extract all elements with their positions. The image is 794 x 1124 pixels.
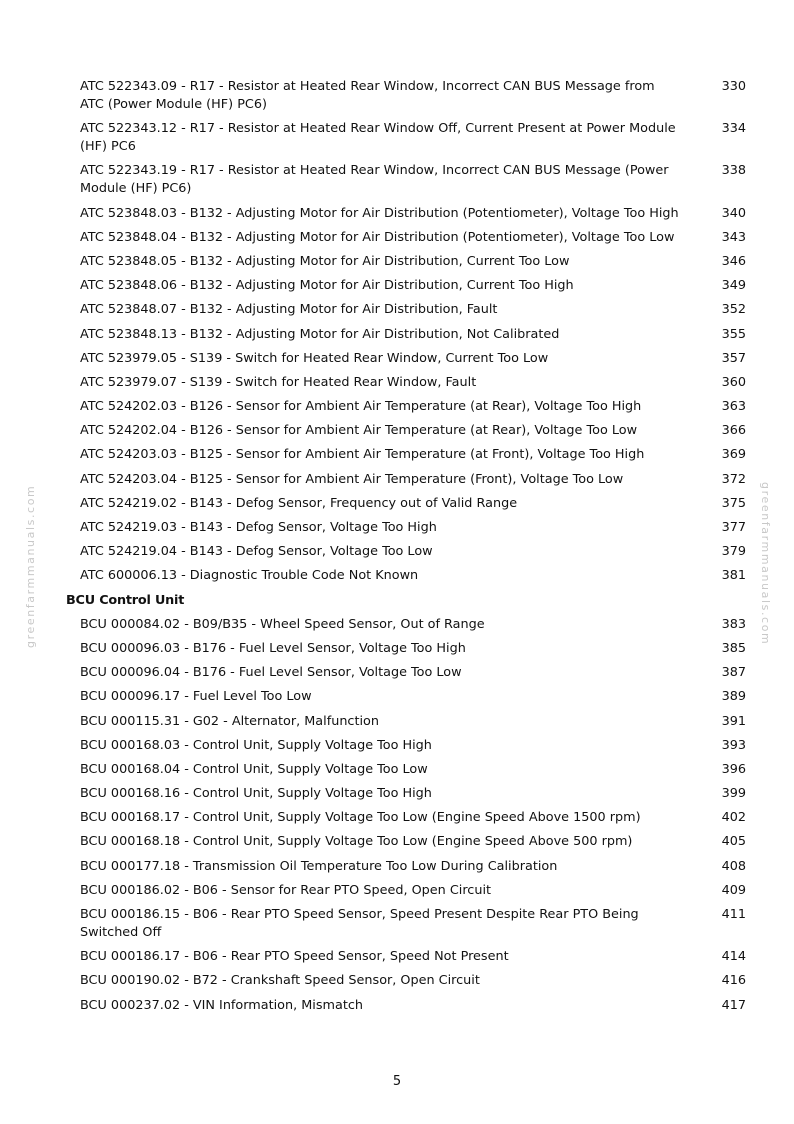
- toc-entry-title: ATC 524203.03 - B125 - Sensor for Ambient Air Temperature (at Front), Voltage Too High: [80, 447, 645, 463]
- toc-entry-title: ATC 522343.12 - R17 - Resistor at Heated Rear Window Off, Current Present at Power Module (HF) PC6: [80, 121, 676, 155]
- toc-entry-title: BCU 000186.15 - B06 - Rear PTO Speed Sensor, Speed Present Despite Rear PTO Being Switched Off: [80, 907, 639, 940]
- toc-entry-page: 363: [721, 399, 746, 415]
- toc-entry-page: 377: [721, 520, 746, 535]
- toc-entry-title: BCU 000168.03 - Control Unit, Supply Voltage Too High: [80, 737, 432, 753]
- toc-entry-page: 366: [721, 423, 746, 439]
- toc-entry-title: ATC 524219.03 - B143 - Defog Sensor, Voltage Too High: [80, 520, 437, 535]
- toc-entry-page: 383: [721, 616, 746, 632]
- toc-entry[interactable]: [66, 471, 746, 489]
- toc-entry-title: ATC 523848.03 - B132 - Adjusting Motor for Air Distribution (Potentiometer), Voltage Too High: [80, 205, 679, 221]
- toc-entry[interactable]: [66, 713, 746, 731]
- toc-entry-title: BCU 000096.04 - B176 - Fuel Level Sensor, Voltage Too Low: [80, 665, 462, 681]
- toc-entry-title: BCU 000168.16 - Control Unit, Supply Voltage Too High: [80, 786, 432, 802]
- toc-entry[interactable]: [66, 277, 746, 295]
- toc-entry[interactable]: [66, 398, 746, 416]
- toc-entry-title: ATC 524202.04 - B126 - Sensor for Ambient Air Temperature (at Rear), Voltage Too Low: [80, 423, 638, 439]
- toc-entry-page: 391: [721, 713, 746, 729]
- toc-entry-title: ATC 523979.07 - S139 - Switch for Heated Rear Window, Fault: [80, 374, 477, 390]
- toc-entry[interactable]: [66, 495, 746, 513]
- toc-entry-title: BCU 000096.17 - Fuel Level Too Low: [80, 689, 312, 705]
- toc-entry-title: ATC 522343.19 - R17 - Resistor at Heated Rear Window, Incorrect CAN BUS Message (Power Module (HF) PC6): [80, 163, 669, 197]
- toc-entry[interactable]: [66, 785, 746, 803]
- toc-entry-title: ATC 523848.06 - B132 - Adjusting Motor for Air Distribution, Current Too High: [80, 278, 574, 294]
- toc-entry-title: BCU 000237.02 - VIN Information, Mismatch: [80, 997, 363, 1013]
- toc-entry[interactable]: [66, 446, 746, 464]
- toc-entry[interactable]: [66, 120, 746, 156]
- toc-entry[interactable]: [66, 616, 746, 634]
- toc-entry-page: 416: [721, 973, 746, 989]
- toc-entry[interactable]: [66, 422, 746, 440]
- toc-entry-title: BCU 000168.18 - Control Unit, Supply Voltage Too Low (Engine Speed Above 500 rpm): [80, 834, 633, 850]
- toc-entry[interactable]: [66, 737, 746, 755]
- toc-entry-page: 349: [721, 278, 746, 294]
- toc-entry-page: 411: [721, 907, 746, 922]
- toc-entry-title: ATC 524202.03 - B126 - Sensor for Ambient Air Temperature (at Rear), Voltage Too High: [80, 399, 642, 415]
- toc-entry[interactable]: [66, 640, 746, 658]
- toc-entry-title: ATC 523848.13 - B132 - Adjusting Motor for Air Distribution, Not Calibrated: [80, 326, 560, 342]
- toc-entry-page: 399: [721, 786, 746, 802]
- toc-entry-title: ATC 524219.04 - B143 - Defog Sensor, Voltage Too Low: [80, 544, 433, 560]
- toc-entry-title: BCU 000177.18 - Transmission Oil Temperature Too Low During Calibration: [80, 858, 558, 874]
- toc-entry-page: 385: [721, 640, 746, 656]
- toc-entry-page: 352: [721, 302, 746, 318]
- toc-entry[interactable]: [66, 882, 746, 900]
- toc-entry-page: 346: [721, 253, 746, 269]
- toc-entry[interactable]: [66, 229, 746, 247]
- toc-entry[interactable]: [66, 253, 746, 271]
- toc-entry[interactable]: [66, 205, 746, 223]
- page-number: 5: [392, 1074, 402, 1089]
- toc-entry[interactable]: [66, 374, 746, 392]
- toc-entry[interactable]: [66, 761, 746, 779]
- toc-entry-page: 414: [721, 949, 746, 965]
- toc-entry-title: BCU 000096.03 - B176 - Fuel Level Sensor, Voltage Too High: [80, 640, 466, 656]
- toc-entry-title: ATC 522343.09 - R17 - Resistor at Heated Rear Window, Incorrect CAN BUS Message from ATC (Power Module (HF) PC6): [80, 79, 655, 112]
- toc-entry[interactable]: [66, 809, 746, 827]
- toc-entry-page: 330: [721, 79, 746, 94]
- toc-entry[interactable]: [66, 972, 746, 990]
- toc-entry[interactable]: [66, 543, 746, 561]
- toc-entry-page: 357: [721, 350, 746, 366]
- toc-entry-page: 338: [721, 163, 746, 179]
- toc-entry-title: BCU 000115.31 - G02 - Alternator, Malfunction: [80, 713, 379, 729]
- toc-entry-title: BCU 000190.02 - B72 - Crankshaft Speed Sensor, Open Circuit: [80, 973, 480, 989]
- toc-entry-title: BCU 000168.04 - Control Unit, Supply Voltage Too Low: [80, 761, 428, 777]
- toc-entry-page: 340: [721, 205, 746, 221]
- toc-entry-title: ATC 523848.04 - B132 - Adjusting Motor for Air Distribution (Potentiometer), Voltage Too Low: [80, 229, 675, 245]
- toc-entry[interactable]: [66, 664, 746, 682]
- toc-entry[interactable]: [66, 688, 746, 706]
- toc-entry-title: BCU 000168.17 - Control Unit, Supply Voltage Too Low (Engine Speed Above 1500 rpm): [80, 810, 641, 826]
- section-heading: BCU Control Unit: [66, 592, 185, 608]
- toc-entry[interactable]: [66, 350, 746, 368]
- toc-entry[interactable]: [66, 301, 746, 319]
- toc-entry-page: 417: [721, 997, 746, 1013]
- toc-entry-title: ATC 524203.04 - B125 - Sensor for Ambient Air Temperature (Front), Voltage Too Low: [80, 471, 624, 487]
- toc-entry-title: BCU 000084.02 - B09/B35 - Wheel Speed Sensor, Out of Range: [80, 616, 485, 632]
- toc-entry[interactable]: [66, 858, 746, 876]
- toc-entry-page: 372: [721, 471, 746, 487]
- toc-entry-page: 369: [721, 447, 746, 463]
- toc-entry[interactable]: [66, 162, 746, 198]
- toc-entry-page: 375: [721, 495, 746, 511]
- toc-entry-title: ATC 523848.05 - B132 - Adjusting Motor for Air Distribution, Current Too Low: [80, 253, 570, 269]
- toc-entry-title: BCU 000186.02 - B06 - Sensor for Rear PTO Speed, Open Circuit: [80, 882, 492, 898]
- toc-entry-page: 360: [721, 374, 746, 390]
- toc-entry[interactable]: [66, 519, 746, 537]
- toc-entry-page: 343: [721, 229, 746, 245]
- table-of-contents: [66, 78, 746, 1021]
- watermark-left: greenfarmmanuals.com: [24, 484, 37, 648]
- toc-entry-title: ATC 523979.05 - S139 - Switch for Heated Rear Window, Current Too Low: [80, 350, 549, 366]
- toc-entry-page: 379: [721, 544, 746, 560]
- toc-entry[interactable]: [66, 948, 746, 966]
- toc-entry-page: 393: [721, 737, 746, 753]
- toc-entry-page: 389: [721, 689, 746, 705]
- toc-entry-page: 381: [721, 568, 746, 584]
- toc-entry-page: 408: [721, 858, 746, 874]
- toc-entry-page: 387: [721, 665, 746, 681]
- toc-entry[interactable]: [66, 78, 746, 114]
- toc-entry-page: 334: [721, 121, 746, 137]
- toc-entry[interactable]: [66, 997, 746, 1015]
- toc-entry-page: 402: [721, 810, 746, 826]
- toc-entry-title: ATC 523848.07 - B132 - Adjusting Motor for Air Distribution, Fault: [80, 302, 498, 318]
- toc-entry-page: 405: [721, 834, 746, 850]
- toc-entry-page: 396: [721, 761, 746, 777]
- toc-entry[interactable]: [66, 833, 746, 851]
- toc-entry-page: 409: [721, 882, 746, 898]
- toc-entry-title: ATC 524219.02 - B143 - Defog Sensor, Frequency out of Valid Range: [80, 495, 518, 511]
- toc-entry-title: ATC 600006.13 - Diagnostic Trouble Code Not Known: [80, 568, 419, 584]
- watermark-right: greenfarmmanuals.com: [759, 482, 772, 646]
- toc-entry-page: 355: [721, 326, 746, 342]
- toc-entry[interactable]: [66, 567, 746, 585]
- toc-entry[interactable]: [66, 906, 746, 942]
- toc-entry-title: BCU 000186.17 - B06 - Rear PTO Speed Sensor, Speed Not Present: [80, 949, 509, 965]
- toc-entry[interactable]: [66, 326, 746, 344]
